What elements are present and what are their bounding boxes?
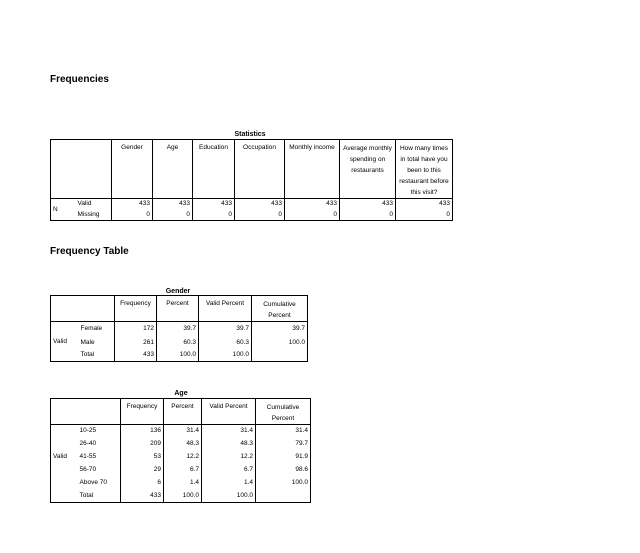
row-group-valid: Valid: [51, 425, 78, 490]
stat-cell: 433: [112, 199, 153, 210]
row-label-10-25: 10-25: [78, 425, 121, 438]
col-cumulative-percent: Cumulative Percent: [256, 399, 311, 425]
col-percent: Percent: [157, 296, 199, 322]
freq-cell: [256, 490, 311, 503]
stat-cell: 433: [235, 199, 285, 210]
row-label-total: Total: [75, 350, 115, 362]
row-label-56-70: 56-70: [78, 464, 121, 477]
stat-cell: 0: [396, 210, 453, 221]
freq-cell: 12.2: [164, 451, 202, 464]
freq-cell: [252, 350, 308, 362]
col-times-visited: How many times in total have you been to this restaurant before this visit?: [396, 140, 453, 199]
freq-cell: 53: [121, 451, 164, 464]
stat-cell: 433: [193, 199, 235, 210]
col-occupation: Occupation: [235, 140, 285, 199]
freq-cell: 261: [115, 336, 157, 350]
freq-cell: 31.4: [256, 425, 311, 438]
freq-cell: 48.3: [164, 438, 202, 451]
freq-cell: 100.0: [252, 336, 308, 350]
col-gender: Gender: [112, 140, 153, 199]
freq-cell: 6: [121, 477, 164, 490]
row-label-valid: Valid: [64, 199, 112, 210]
statistics-table: [50, 139, 453, 221]
freq-cell: 12.2: [202, 451, 256, 464]
frequencies-heading: Frequencies: [50, 74, 109, 85]
freq-cell: 39.7: [157, 322, 199, 336]
freq-cell: 39.7: [252, 322, 308, 336]
freq-cell: 91.9: [256, 451, 311, 464]
freq-cell: 1.4: [164, 477, 202, 490]
freq-cell: 209: [121, 438, 164, 451]
stat-cell: 0: [112, 210, 153, 221]
stat-cell: 0: [153, 210, 193, 221]
row-label-missing: Missing: [64, 210, 112, 221]
stub-header-2: [75, 296, 115, 322]
freq-cell: 136: [121, 425, 164, 438]
stat-cell: 433: [396, 199, 453, 210]
col-valid-percent: Valid Percent: [202, 399, 256, 425]
stat-cell: 433: [340, 199, 396, 210]
freq-cell: 31.4: [164, 425, 202, 438]
freq-cell: 48.3: [202, 438, 256, 451]
row-group-n: N: [51, 199, 64, 221]
stat-cell: 433: [285, 199, 340, 210]
stat-cell: 0: [235, 210, 285, 221]
freq-cell: 39.7: [199, 322, 252, 336]
freq-cell: 100.0: [199, 350, 252, 362]
freq-cell: 98.6: [256, 464, 311, 477]
freq-cell: 433: [115, 350, 157, 362]
freq-cell: 100.0: [256, 477, 311, 490]
freq-cell: 100.0: [202, 490, 256, 503]
stub-header-2: [64, 140, 112, 199]
freq-cell: 79.7: [256, 438, 311, 451]
frequency-table-heading: Frequency Table: [50, 246, 129, 257]
row-label-male: Male: [75, 336, 115, 350]
col-frequency: Frequency: [121, 399, 164, 425]
stub-header-2: [78, 399, 121, 425]
stat-cell: 0: [193, 210, 235, 221]
gender-table: [50, 295, 308, 362]
stat-cell: 0: [285, 210, 340, 221]
freq-cell: 6.7: [202, 464, 256, 477]
col-cumulative-percent: Cumulative Percent: [252, 296, 308, 322]
freq-cell: 100.0: [164, 490, 202, 503]
freq-cell: 172: [115, 322, 157, 336]
age-title: Age: [174, 390, 188, 397]
freq-cell: 60.3: [199, 336, 252, 350]
stub-header-1: [51, 399, 78, 425]
stub-header-1: [51, 140, 64, 199]
statistics-title: Statistics: [234, 131, 266, 138]
age-table: [50, 398, 311, 503]
stat-cell: 0: [340, 210, 396, 221]
row-label-41-55: 41-55: [78, 451, 121, 464]
gender-title: Gender: [165, 288, 191, 295]
freq-cell: 100.0: [157, 350, 199, 362]
row-label-26-40: 26-40: [78, 438, 121, 451]
freq-cell: 433: [121, 490, 164, 503]
row-label-female: Female: [75, 322, 115, 336]
col-avg-spending: Average monthly spending on restaurants: [340, 140, 396, 199]
row-label-above-70: Above 70: [78, 477, 121, 490]
col-valid-percent: Valid Percent: [199, 296, 252, 322]
col-frequency: Frequency: [115, 296, 157, 322]
freq-cell: 31.4: [202, 425, 256, 438]
col-education: Education: [193, 140, 235, 199]
col-monthly-income: Monthly income: [285, 140, 340, 199]
row-label-total: Total: [78, 490, 121, 503]
col-percent: Percent: [164, 399, 202, 425]
total-group-spacer: [51, 490, 78, 503]
stub-header-1: [51, 296, 75, 322]
row-group-valid: Valid: [51, 322, 75, 362]
stat-cell: 433: [153, 199, 193, 210]
freq-cell: 29: [121, 464, 164, 477]
freq-cell: 1.4: [202, 477, 256, 490]
col-age: Age: [153, 140, 193, 199]
freq-cell: 6.7: [164, 464, 202, 477]
freq-cell: 60.3: [157, 336, 199, 350]
